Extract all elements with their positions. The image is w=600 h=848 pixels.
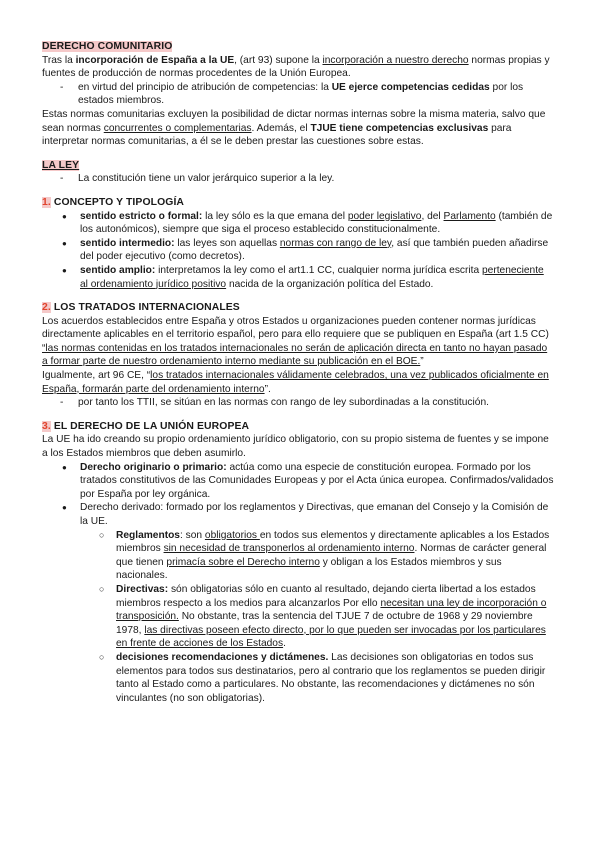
bullet-sentido-intermedio: ● sentido intermedio: las leyes son aquellas normas con rango de ley, así que también pueden añadirse del poder ejecutivo (como decretos). (42, 237, 554, 264)
paragraph-art96: Igualmente, art 96 CE, “los tratados internacionales válidamente celebrados, una vez publicados oficialmente en España, formarán parte del ordenamiento interno”. (42, 370, 549, 395)
bullet-derecho-derivado: ● Derecho derivado: formado por los reglamentos y Directivas, que emanan del Consejo y la Comisión de la UE. (42, 501, 554, 528)
paragraph-acuerdos: Los acuerdos establecidos entre España y otros Estados u organizaciones pueden contener normas jurídicas directamente aplicables en el territorio español, pero para ello requiere que se publiquen en España (art 1.5 CC) “las normas contenidas en los tratados internacionales no serán de aplicación directa en tanto no hayan pasado a formar parte de nuestro ordenamiento interno mediante su publicación en el BOE.” (42, 315, 549, 368)
bullet-sentido-estricto: ● sentido estricto o formal: la ley sólo es la que emana del poder legislativo, del Parlamento (también de los autonómicos), siempre que siga el proceso establecido constitucionalmente. (42, 210, 554, 237)
heading-la-ley: LA LEY (42, 159, 80, 171)
subbullet-directivas: ○ Directivas: són obligatorias sólo en cuanto al resultado, dejando cierta libertad a los estados miembros respecto a los medios para alcanzarlos Por ello necesitan una ley de incorporación o transposición. No obstante, tras la sentencia del TJUE 7 de octubre de 1968 y 29 noviembre 1978, las directivas poseen efecto directo, por lo que pueden ser invocadas por los particulares en frente de acciones de los Estados. (42, 583, 554, 651)
dash-item-constitucion: - La constitución tiene un valor jerárquico superior a la ley. (42, 172, 554, 186)
paragraph-intro: Tras la incorporación de España a la UE, (art 93) supone la incorporación a nuestro derecho normas propias y fuentes de producción de normas procedentes de la Unión Europea. (42, 54, 550, 80)
bullet-sentido-amplio: ● sentido amplio: interpretamos la ley como el art1.1 CC, cualquier norma jurídica escrita perteneciente al ordenamiento jurídico positivo nacida de la organización política del Estado. (42, 264, 554, 291)
document-page (42, 40, 554, 705)
heading-tratados-internacionales: 2. LOS TRATADOS INTERNACIONALES (42, 302, 240, 314)
heading-derecho-ue: 3. EL DERECHO DE LA UNIÓN EUROPEA (42, 420, 250, 432)
paragraph-ue-ordenamiento: La UE ha ido creando su propio ordenamiento jurídico obligatorio, con su propio sistema de fuentes y se impone a los Estados miembros que deben asumirlo. (42, 434, 549, 460)
heading-concepto-tipologia: 1. CONCEPTO Y TIPOLOGÍA (42, 196, 185, 208)
dash-item-ttii: - por tanto los TTII, se sitúan en las normas con rango de ley subordinadas a la constitución. (42, 396, 554, 410)
bullet-derecho-originario: ● Derecho originario o primario: actúa como una especie de constitución europea. Formado por los tratados constitutivos de las Comunidades Europeas y por el Acta única europea. Confirmados/validados por España por ley orgánica. (42, 461, 554, 502)
paragraph-normas-comunitarias: Estas normas comunitarias excluyen la posibilidad de dictar normas internas sobre la misma materia, salvo que sean normas concurrentes o complementarias. Además, el TJUE tiene competencias exclusivas para interpretar normas comunitarias, a él se le deben prestar las cuestiones sobre estas. (42, 108, 546, 148)
heading-derecho-comunitario: DERECHO COMUNITARIO (42, 41, 173, 52)
subbullet-reglamentos: ○ Reglamentos: son obligatorios en todos sus elementos y directamente aplicables a los Estados miembros sin necesidad de transponerlos al ordenamiento interno. Normas de carácter general que tienen primacía sobre el Derecho interno y obligan a los Estados miembros y sus nacionales. (42, 529, 554, 583)
subbullet-decisiones: ○ decisiones recomendaciones y dictámenes. Las decisiones son obligatorias en todos sus elementos para todos sus destinatarios, pero al contrario que los reglamentos se pueden dirigir tanto al Estado como a particulares. No obstante, las recomendaciones y dictámenes no són vinculantes (no son obligatorias). (42, 651, 554, 705)
dash-item-atribucion: - en virtud del principio de atribución de competencias: la UE ejerce competencias cedidas por los estados miembros. (42, 81, 554, 108)
